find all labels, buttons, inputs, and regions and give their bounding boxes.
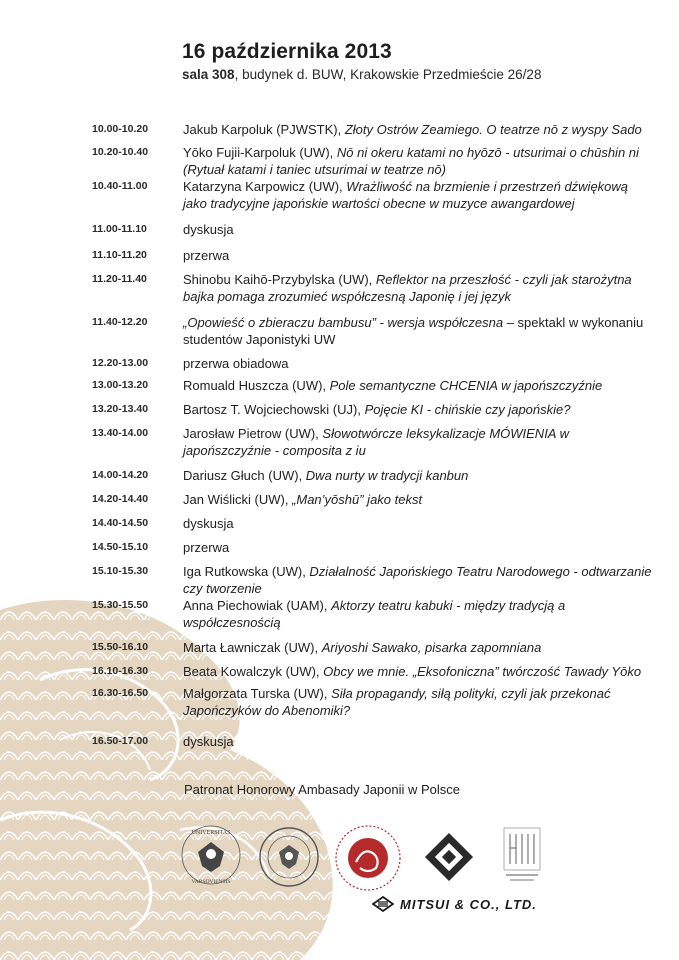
entry-suffix: – spektakl w wykonaniu studentów Japonistyki UW <box>183 315 644 347</box>
schedule-time: 13.40-14.00 <box>92 427 149 439</box>
speaker-name: Iga Rutkowska (UW), <box>183 564 310 579</box>
talk-title: Wrażliwość na brzmienie i przestrzeń dźwiękową jako tradycyjne japońskie wartości obecne w muzyce awangardowej <box>183 179 629 211</box>
schedule-time: 14.00-14.20 <box>92 469 149 481</box>
talk-title: Reflektor na przeszłość - czyli jak starożytna bajka pomaga zrozumieć współczesną Japonię i jej język <box>183 272 632 304</box>
schedule-entry <box>183 467 653 484</box>
schedule-time: 11.20-11.40 <box>92 273 147 285</box>
talk-title: Nō ni okeru katami no hyōzō - utsurimai o chūshin ni (Rytuał katami i taniec utsurimai w teatrze nō) <box>183 145 639 177</box>
oriental-studies-faculty-logo <box>334 824 402 892</box>
schedule-entry <box>183 563 653 597</box>
sponsor-logos <box>0 820 679 940</box>
speaker-name: Bartosz T. Wojciechowski (UJ), <box>183 402 365 417</box>
japan-foundation-diamond-logo <box>418 826 480 888</box>
schedule-time: 12.20-13.00 <box>92 357 149 369</box>
mitsui-company-name: MITSUI & CO., LTD. <box>400 896 537 912</box>
schedule-time: 15.10-15.30 <box>92 565 149 577</box>
university-of-warsaw-logo <box>180 824 242 886</box>
schedule-entry <box>183 663 653 680</box>
speaker-name: Jan Wiślicki (UW), <box>183 492 293 507</box>
speaker-name: Katarzyna Karpowicz (UW), <box>183 179 347 194</box>
talk-title: Słowotwórcze leksykalizacje MÓWIENIA w japońszczyźnie - composita z iu <box>183 426 569 458</box>
speaker-name: Beata Kowalczyk (UW), <box>183 664 324 679</box>
talk-title: Siła propagandy, siłą polityki, czyli jak przekonać Japończyków do Abenomiki? <box>183 686 611 718</box>
schedule-entry <box>183 401 653 418</box>
schedule-time: 14.50-15.10 <box>92 541 149 553</box>
schedule-entry <box>183 144 653 178</box>
mitsui-logo <box>372 896 537 912</box>
speaker-name: Romuald Huszcza (UW), <box>183 378 330 393</box>
schedule-time: 10.00-10.20 <box>92 123 149 135</box>
schedule-time: 16.30-16.50 <box>92 687 149 699</box>
venue-address: , budynek d. BUW, Krakowskie Przedmieście 26/28 <box>234 67 542 82</box>
talk-title: Złoty Ostrów Zeamiego. O teatrze nō z wyspy Sado <box>344 122 642 137</box>
talk-title: Dwa nurty w tradycji kanbun <box>305 468 469 483</box>
schedule-entry <box>183 221 653 238</box>
schedule-entry <box>183 491 653 508</box>
schedule-entry <box>183 539 653 556</box>
schedule-time: 14.40-14.50 <box>92 517 149 529</box>
speaker-name: Dariusz Głuch (UW), <box>183 468 306 483</box>
schedule-time: 11.00-11.10 <box>92 223 147 235</box>
speaker-name: dyskusja <box>183 222 234 237</box>
talk-title: Obcy we mnie. „Eksofoniczna” twórczość Tawady Yōko <box>323 664 642 679</box>
schedule-time: 10.20-10.40 <box>92 146 149 158</box>
schedule-entry <box>183 247 653 264</box>
speaker-name: Jakub Karpoluk (PJWSTK), <box>183 122 345 137</box>
schedule-time: 11.10-11.20 <box>92 249 147 261</box>
schedule-entry <box>183 733 653 750</box>
schedule-time: 15.30-15.50 <box>92 599 149 611</box>
uw-seal-top-text: UNIVERSITAS <box>191 830 231 836</box>
speaker-name: Anna Piechowiak (UAM), <box>183 598 332 613</box>
mitsui-emblem-icon <box>372 896 394 912</box>
speaker-name: Shinobu Kaihō-Przybylska (UW), <box>183 272 376 287</box>
speaker-name: dyskusja <box>183 516 234 531</box>
schedule-entry <box>183 515 653 532</box>
schedule-time: 16.10-16.30 <box>92 665 149 677</box>
talk-title: Działalność Japońskiego Teatru Narodowego - odtwarzanie czy tworzenie <box>183 564 652 596</box>
event-header <box>182 40 541 82</box>
talk-title: Pole semantyczne CHCENIA w japońszczyźnie <box>329 378 603 393</box>
talk-title: „Man’yōshū” jako tekst <box>292 492 423 507</box>
speaker-name: przerwa <box>183 540 230 555</box>
university-library-logo <box>500 826 544 884</box>
honorary-patron: Patronat Honorowy Ambasady Japonii w Polsce <box>184 782 461 797</box>
room-number: sala 308 <box>182 67 235 82</box>
talk-title: Pojęcie KI - chińskie czy japońskie? <box>364 402 571 417</box>
faculty-seal-logo <box>258 826 320 888</box>
talk-title: Ariyoshi Sawako, pisarka zapomniana <box>321 640 542 655</box>
schedule-entry <box>183 271 653 305</box>
schedule-entry <box>183 355 653 372</box>
schedule-time: 13.00-13.20 <box>92 379 149 391</box>
schedule-time: 15.50-16.10 <box>92 641 149 653</box>
uw-seal-bottom-text: VARSOVIENSIS <box>191 879 231 885</box>
talk-title: Aktorzy teatru kabuki - między tradycją a współczesnością <box>183 598 566 630</box>
talk-title: „Opowieść o zbieraczu bambusu” - wersja współczesna <box>183 315 504 330</box>
speaker-name: przerwa obiadowa <box>183 356 289 371</box>
schedule-time: 11.40-12.20 <box>92 316 148 328</box>
schedule-entry <box>183 639 653 656</box>
schedule-entry <box>183 314 653 348</box>
speaker-name: dyskusja <box>183 734 234 749</box>
speaker-name: Małgorzata Turska (UW), <box>183 686 332 701</box>
speaker-name: Yōko Fujii-Karpoluk (UW), <box>183 145 337 160</box>
event-location <box>182 67 541 82</box>
schedule-entry <box>183 178 653 212</box>
schedule-entry <box>183 121 653 138</box>
schedule-entry <box>183 377 653 394</box>
schedule-entry <box>183 685 653 719</box>
schedule-entry <box>183 597 653 631</box>
speaker-name: przerwa <box>183 248 230 263</box>
schedule-time: 13.20-13.40 <box>92 403 149 415</box>
schedule-time: 16.50-17.00 <box>92 735 149 747</box>
speaker-name: Jarosław Pietrow (UW), <box>183 426 323 441</box>
schedule-time: 14.20-14.40 <box>92 493 149 505</box>
schedule-time: 10.40-11.00 <box>92 180 148 192</box>
event-date-title: 16 października 2013 <box>182 40 392 63</box>
speaker-name: Marta Ławniczak (UW), <box>183 640 322 655</box>
schedule-entry <box>183 425 653 459</box>
